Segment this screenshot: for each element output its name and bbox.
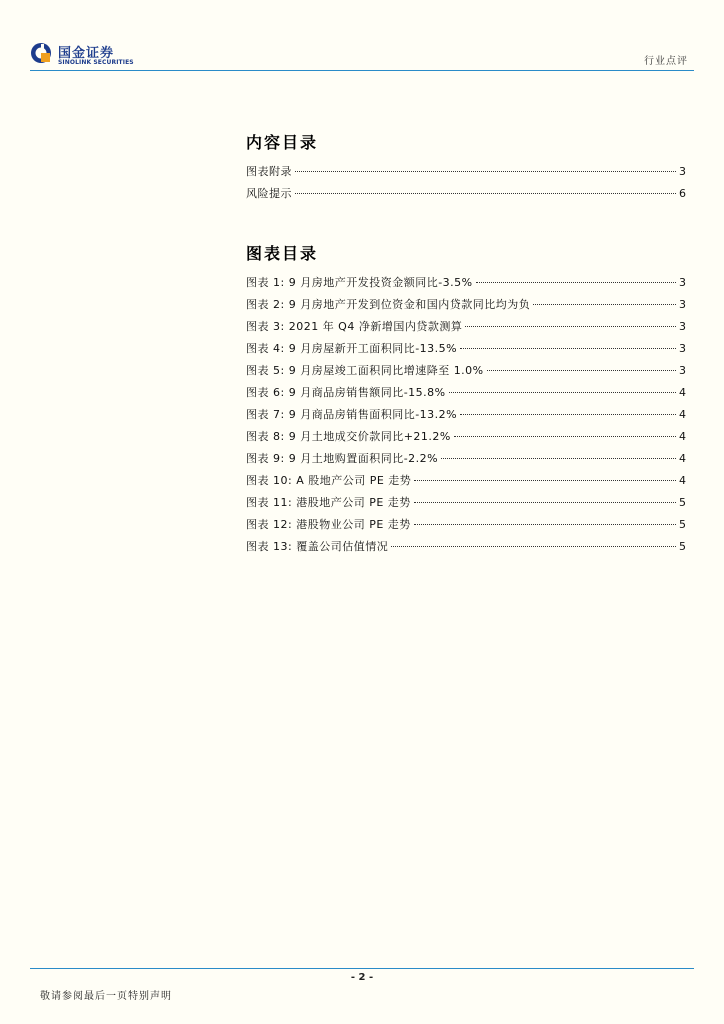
toc-leader-dots: [414, 502, 676, 503]
figure-entry[interactable]: [246, 274, 686, 296]
page-header: [30, 38, 694, 72]
toc-leader-dots: [295, 171, 676, 172]
figure-entry[interactable]: [246, 318, 686, 340]
figure-entry[interactable]: [246, 384, 686, 406]
toc-entry[interactable]: [246, 163, 686, 185]
toc-leader-dots: [449, 392, 676, 393]
figure-entry-page: 4: [679, 408, 686, 421]
logo-english-text: SINOLINK SECURITIES: [58, 59, 134, 66]
toc-entry-label: 风险提示: [246, 187, 292, 200]
figure-entry-page: 3: [679, 320, 686, 333]
figure-entry-page: 4: [679, 430, 686, 443]
figure-entry[interactable]: [246, 296, 686, 318]
toc-leader-dots: [454, 436, 676, 437]
figure-entry-page: 4: [679, 386, 686, 399]
figure-entry[interactable]: [246, 340, 686, 362]
figure-entry-label: 图表 8: 9 月土地成交价款同比+21.2%: [246, 430, 451, 443]
toc-leader-dots: [533, 304, 676, 305]
figure-entry[interactable]: [246, 494, 686, 516]
figure-entry-label: 图表 2: 9 月房地产开发到位资金和国内贷款同比均为负: [246, 298, 531, 311]
figure-entry-page: 4: [679, 452, 686, 465]
toc-leader-dots: [441, 458, 676, 459]
figure-entry-label: 图表 10: A 股地产公司 PE 走势: [246, 474, 412, 487]
company-logo: [30, 42, 140, 70]
figure-entry[interactable]: [246, 428, 686, 450]
figure-entry-label: 图表 3: 2021 年 Q4 净新增国内贷款测算: [246, 320, 463, 333]
toc-leader-dots: [414, 480, 676, 481]
toc-entry[interactable]: [246, 185, 686, 207]
figure-entry-page: 3: [679, 298, 686, 311]
figure-entry-label: 图表 5: 9 月房屋竣工面积同比增速降至 1.0%: [246, 364, 484, 377]
figure-entry-page: 5: [679, 496, 686, 509]
figure-entry[interactable]: [246, 450, 686, 472]
figure-entry-label: 图表 9: 9 月土地购置面积同比-2.2%: [246, 452, 439, 465]
figure-entry-label: 图表 6: 9 月商品房销售额同比-15.8%: [246, 386, 446, 399]
logo-chinese-text: 国金证券: [58, 46, 115, 61]
footer-disclaimer: 敬请参阅最后一页特别声明: [40, 991, 172, 1002]
toc-leader-dots: [414, 524, 676, 525]
contents-title: 内容目录: [246, 133, 319, 152]
figure-entry-page: 5: [679, 518, 686, 531]
figures-title: 图表目录: [246, 244, 319, 263]
header-divider: [30, 70, 694, 71]
toc-leader-dots: [487, 370, 676, 371]
figure-entry-label: 图表 7: 9 月商品房销售面积同比-13.2%: [246, 408, 458, 421]
figure-entry-label: 图表 4: 9 月房屋新开工面积同比-13.5%: [246, 342, 458, 355]
toc-entry-page: 3: [679, 165, 686, 178]
figure-entry[interactable]: [246, 538, 686, 560]
toc-leader-dots: [391, 546, 676, 547]
toc-entry-page: 6: [679, 187, 686, 200]
contents-list: [246, 163, 686, 207]
report-type-label: 行业点评: [644, 56, 688, 67]
figure-entry-label: 图表 1: 9 月房地产开发投资金额同比-3.5%: [246, 276, 473, 289]
toc-leader-dots: [295, 193, 676, 194]
toc-leader-dots: [465, 326, 676, 327]
sinolink-logo-icon: [30, 42, 52, 64]
figure-entry-label: 图表 12: 港股物业公司 PE 走势: [246, 518, 411, 531]
figure-entry-page: 3: [679, 276, 686, 289]
figure-entry-page: 5: [679, 540, 686, 553]
main-content: [246, 130, 686, 560]
toc-leader-dots: [460, 348, 676, 349]
toc-leader-dots: [476, 282, 676, 283]
page-number: - 2 -: [350, 972, 374, 983]
figure-entry-page: 3: [679, 364, 686, 377]
figure-entry[interactable]: [246, 362, 686, 384]
footer-divider: [30, 968, 694, 969]
toc-entry-label: 图表附录: [246, 165, 292, 178]
figure-entry[interactable]: [246, 472, 686, 494]
figure-entry[interactable]: [246, 516, 686, 538]
figure-entry-page: 4: [679, 474, 686, 487]
figure-entry[interactable]: [246, 406, 686, 428]
toc-leader-dots: [460, 414, 676, 415]
figure-entry-label: 图表 11: 港股地产公司 PE 走势: [246, 496, 411, 509]
figures-list: [246, 274, 686, 560]
figure-entry-label: 图表 13: 覆盖公司估值情况: [246, 540, 389, 553]
figures-section: [246, 241, 686, 560]
figure-entry-page: 3: [679, 342, 686, 355]
